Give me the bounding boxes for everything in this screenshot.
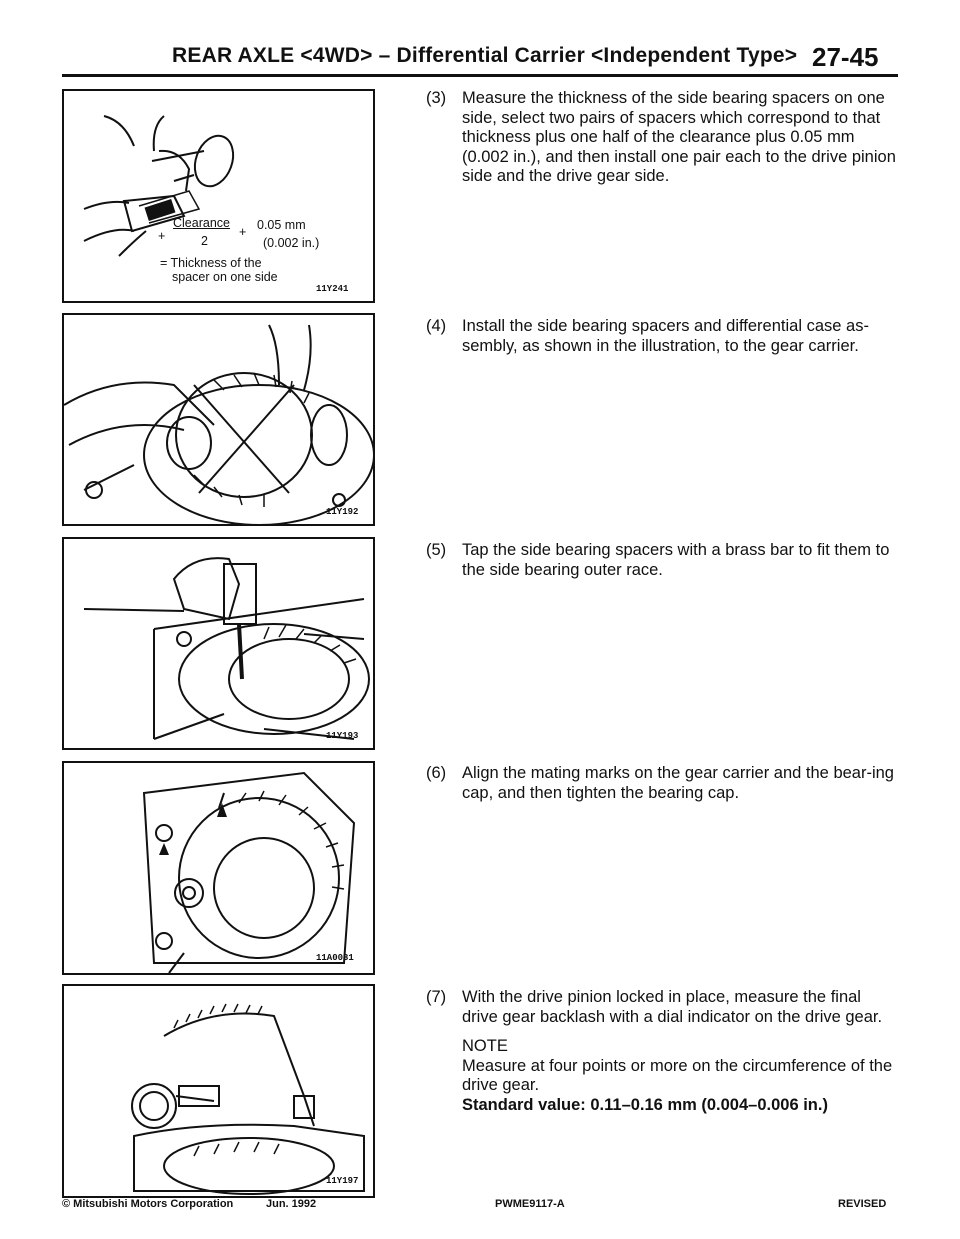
figure-install-spacers — [62, 313, 375, 526]
step-3 — [426, 89, 896, 187]
footer-doc-code: PWME9117-A — [495, 1198, 565, 1210]
formula-value-in: (0.002 in.) — [263, 236, 320, 250]
step-5 — [426, 541, 896, 580]
figure-code: 11A0031 — [316, 953, 354, 963]
figure-dial-indicator — [62, 984, 375, 1198]
formula-plus: + — [239, 225, 247, 239]
step-text: Install the side bearing spacers and differential case as-sembly, as shown in the illustration, to the gear carrier. — [462, 317, 869, 355]
formula-result: = Thickness of the — [160, 256, 262, 270]
step-7 — [426, 988, 896, 1115]
formula-numerator: Clearance — [173, 216, 230, 230]
differential-install-illustration — [64, 315, 373, 524]
bearing-cap-illustration — [64, 763, 373, 973]
header-divider — [62, 74, 898, 77]
figure-code: 11Y241 — [316, 284, 349, 294]
page-number: 27-45 — [812, 42, 879, 72]
note-text: Measure at four points or more on the circumference of the drive gear. — [462, 1056, 893, 1094]
footer-copyright: © Mitsubishi Motors Corporation — [62, 1198, 234, 1210]
figure-code: 11Y192 — [326, 507, 359, 517]
formula-result-cont: spacer on one side — [172, 270, 278, 284]
brass-bar-illustration — [64, 539, 373, 748]
figure-bearing-cap — [62, 761, 375, 975]
step-4 — [426, 317, 896, 356]
step-number: (4) — [426, 317, 447, 335]
figure-code: 11Y193 — [326, 731, 359, 741]
step-number: (3) — [426, 89, 447, 107]
step-number: (6) — [426, 764, 447, 782]
figure-brass-bar — [62, 537, 375, 750]
step-6 — [426, 764, 896, 803]
formula-plus: + — [158, 229, 166, 243]
figure-spacer-thickness — [62, 89, 375, 303]
step-text: With the drive pinion locked in place, measure the final drive gear backlash with a dial indicator on the drive gear. — [462, 988, 883, 1026]
footer-status: REVISED — [838, 1198, 887, 1210]
footer-date: Jun. 1992 — [266, 1198, 317, 1210]
section-title: REAR AXLE <4WD> – Differential Carrier <Independent Type> — [172, 44, 798, 67]
step-number: (7) — [426, 988, 447, 1006]
step-number: (5) — [426, 541, 447, 559]
formula-value-mm: 0.05 mm — [257, 218, 306, 232]
step-text: Measure the thickness of the side bearing spacers on one side, select two pairs of spacers which correspond to that thickness plus one half of the clearance plus 0.05 mm (0.002 in.), and then install one pair each to the drive pinion side and the drive gear side. — [462, 89, 896, 185]
figure-code: 11Y197 — [326, 1176, 359, 1186]
step-text: Tap the side bearing spacers with a brass bar to fit them to the side bearing outer race. — [462, 541, 890, 579]
formula-denominator: 2 — [201, 234, 208, 248]
note-label: NOTE — [462, 1037, 508, 1055]
standard-value: Standard value: 0.11–0.16 mm (0.004–0.006 in.) — [462, 1095, 828, 1114]
dial-indicator-illustration — [64, 986, 373, 1196]
step-text: Align the mating marks on the gear carrier and the bear-ing cap, and then tighten the bearing cap. — [462, 764, 894, 802]
